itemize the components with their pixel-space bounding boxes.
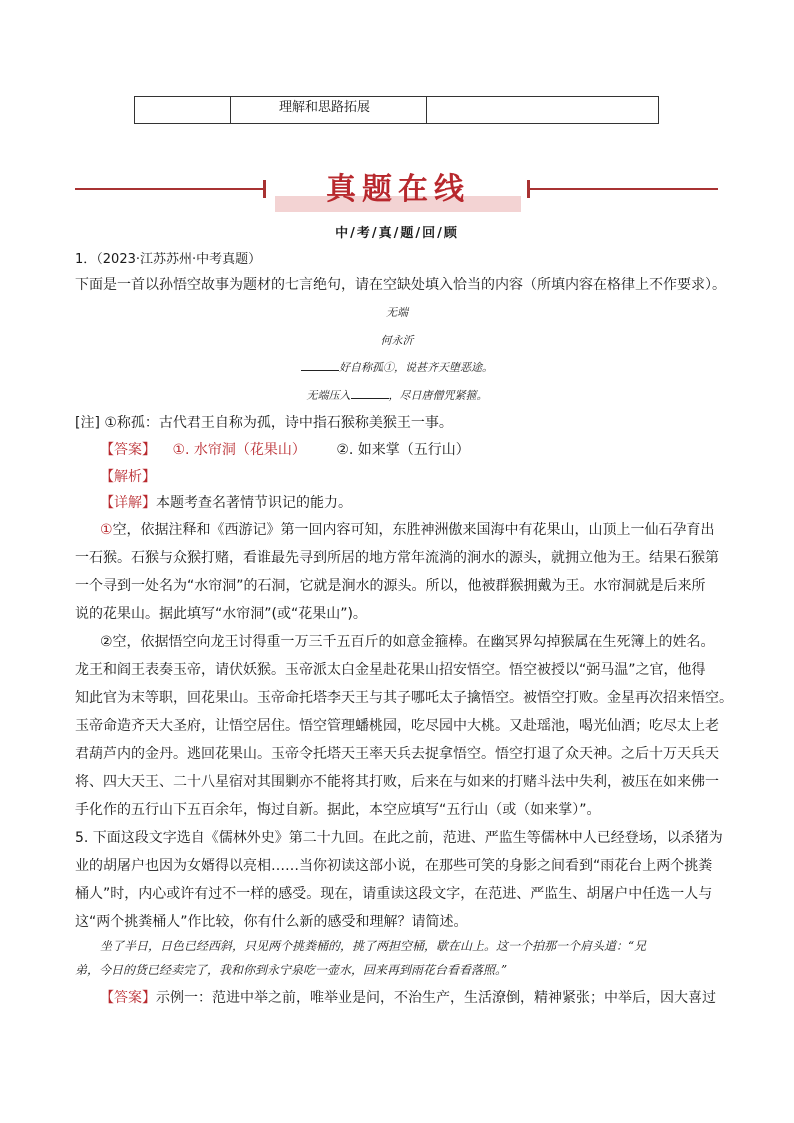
q5-answer [100, 988, 716, 1008]
p1-line-1: 一石猴。石猴与众猴打赌，看谁最先寻到所居的地方常年流淌的涧水的源头，就拥立他为王。结果石猴第 [75, 550, 719, 566]
p2-line-6: 手化作的五行山下五百余年，悔过自新。据此，本空应填写“五行山（或（如来掌）”。 [75, 802, 601, 818]
p1-text-0: 空，依据注释和《西游记》第一回内容可知，东胜神洲傲来国海中有花果山，山顶上一仙石孕育出 [112, 522, 715, 538]
answer-2: ②. 如来掌（五行山） [336, 442, 470, 458]
q5-line-2: 桶人”时，内心或许有过不一样的感受。现在，请重读这段文字，在范进、严监生、胡屠户中任选一人与 [75, 886, 713, 902]
q1-prompt: 下面是一首以孙悟空故事为题材的七言绝句，请在空缺处填入恰当的内容（所填内容在格律上不作要求）。 [75, 277, 726, 293]
p2-line-3: 玉帝命造齐天大圣府，让悟空居住。悟空管理蟠桃园，吃尽园中大桃。又赴瑶池，喝光仙酒；吃尽太上老 [75, 718, 719, 734]
table-cell-empty-left [135, 97, 231, 123]
banner-rule-left [75, 188, 263, 190]
q5-answer-text: 示例一：范进中举之前，唯举业是问，不治生产，生活潦倒，精神紧张；中举后，因大喜过 [156, 990, 716, 1006]
table-cell-empty-right [427, 97, 658, 123]
poem-line-1 [0, 358, 794, 376]
table-cell-middle: 理解和思路拓展 [231, 97, 427, 123]
detail-tag: 【详解】 [100, 495, 156, 511]
p1-line-3: 说的花果山。据此填写“水帘洞”(或“花果山”)。 [75, 606, 367, 622]
q1-note: [注] ①称孤：古代君王自称为孤，诗中指石猴称美猴王一事。 [75, 415, 453, 431]
poem-blank-2 [351, 386, 389, 399]
top-table [134, 96, 659, 124]
poem-blank-1 [301, 358, 339, 371]
poem-line-2 [0, 386, 794, 404]
p1-marker: ① [100, 522, 113, 538]
detail-line [100, 493, 352, 513]
banner-subtitle: 中/考/真/题/回/顾 [335, 226, 459, 241]
banner-tick-left [263, 180, 266, 198]
detail-intro: 本题考查名著情节识记的能力。 [156, 495, 352, 511]
p1-line-2: 一个寻到一处名为“水帘洞”的石洞，它就是涧水的源头。所以，他被群猴拥戴为王。水帘洞就是后来所 [75, 578, 706, 594]
q5-quote-1: 弟，今日的货已经卖完了，我和你到永宁泉吃一壶水，回来再到雨花台看看落照。” [75, 963, 508, 977]
analysis-tag: 【解析】 [100, 469, 156, 485]
poem-line-1-tail: 好自称孤①，说甚齐天堕恶途。 [339, 361, 493, 374]
answer-1: ①. 水帘洞（花果山） [172, 442, 306, 458]
p2-line-1: 龙王和阎王表奏玉帝，请伏妖猴。玉帝派太白金星赴花果山招安悟空。悟空被授以“弼马温”之官，他得 [75, 662, 706, 678]
q5-line-1: 业的胡屠户也因为女婿得以亮相……当你初读这部小说，在那些可笑的身影之间看到“雨花台上两个挑粪 [75, 858, 713, 874]
p2-line-0: ②空，依据悟空向龙王讨得重一万三千五百斤的如意金箍棒。在幽冥界勾掉猴属在生死簿上的姓名。 [100, 634, 715, 650]
q5-line-3: 这“两个挑粪桶人”作比较，你有什么新的感受和理解？请简述。 [75, 914, 468, 930]
q1-head: 1．（2023·江苏苏州·中考真题） [75, 252, 262, 267]
banner-title: 真题在线 [326, 172, 470, 207]
p1-line-0 [100, 520, 715, 540]
q5-line-0: 5. 下面这段文字选自《儒林外史》第二十九回。在此之前，范进、严监生等儒林中人已经登场，以杀猪为 [75, 830, 723, 846]
q5-quote-0: 坐了半日，日色已经西斜，只见两个挑粪桶的，挑了两担空桶，歇在山上。这一个拍那一个肩头道：“兄 [100, 939, 647, 953]
answer-tag: 【答案】 [100, 442, 156, 458]
banner-rule-right [530, 188, 718, 190]
q1-answer [100, 440, 470, 460]
q5-answer-tag: 【答案】 [100, 990, 156, 1006]
p2-line-2: 知此官为末等职，回花果山。玉帝命托塔李天王与其子哪吒太子擒悟空。被悟空打败。金星再次招来悟空。 [75, 690, 733, 706]
poem-author: 何永沂 [380, 334, 414, 347]
poem-line-2-head: 无端压入 [306, 389, 351, 402]
answer-1-num [172, 442, 305, 458]
p2-line-4: 君葫芦内的金丹。逃回花果山。玉帝令托塔天王率天兵去捉拿悟空。悟空打退了众天神。之后十万天兵天 [75, 746, 719, 762]
poem-title: 无端 [386, 306, 408, 319]
p2-line-5: 将、四大天王、二十八星宿对其围剿亦不能将其打败，后来在与如来的打赌斗法中失利，被压在如来佛一 [75, 774, 719, 790]
poem-line-2-tail: ，尽日唐僧咒紧箍。 [388, 389, 488, 402]
